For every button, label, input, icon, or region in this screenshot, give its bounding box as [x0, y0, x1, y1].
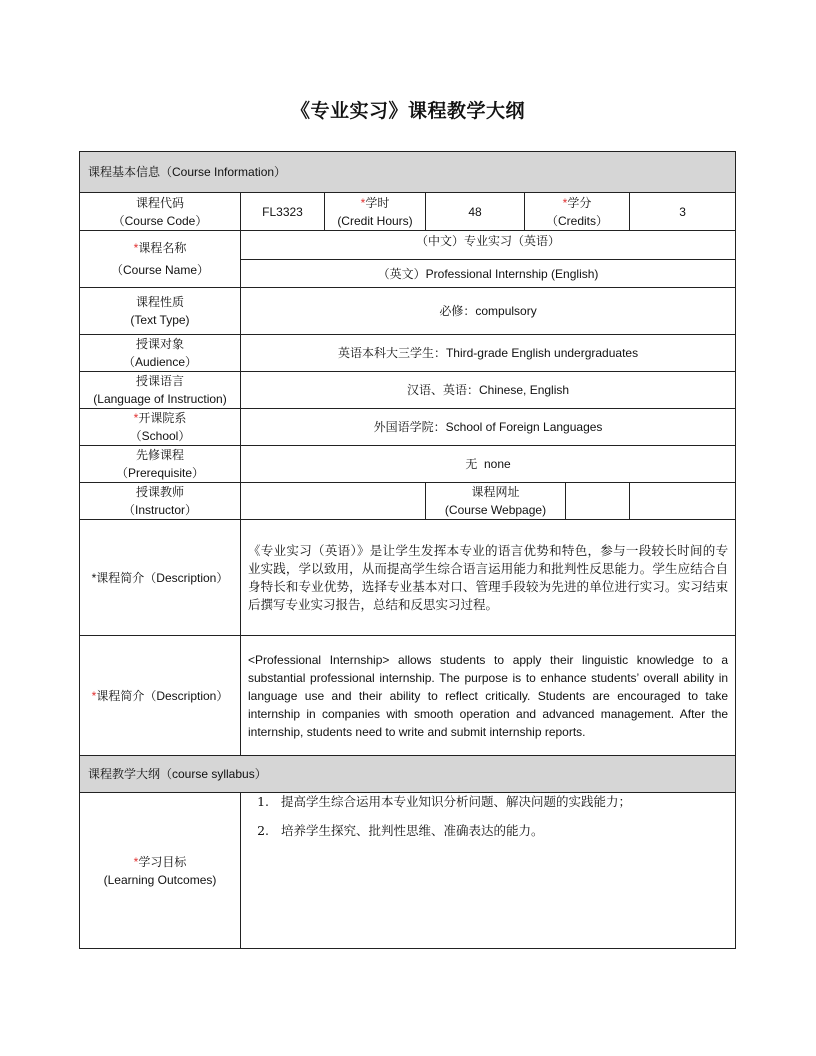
page-title: 《专业实习》课程教学大纲 — [290, 100, 525, 122]
instructor-label — [80, 483, 241, 520]
language-label-zh: 授课语言 — [135, 374, 184, 388]
list-item: 2. 培养学生探究、批判性思维、准确表达的能力。 — [273, 822, 727, 840]
required-star: * — [360, 195, 366, 210]
course-type-row — [80, 288, 736, 335]
audience-label-en: （Audience） — [122, 355, 198, 369]
credits-label — [525, 193, 630, 231]
course-name-label-en: （Course Name） — [110, 263, 210, 277]
description-en-label-text: 课程简介（Description） — [96, 688, 229, 703]
audience-value: 英语本科大三学生：Third-grade English undergraduates — [241, 335, 736, 372]
course-type-label — [80, 288, 241, 335]
course-type-value: 必修：compulsory — [241, 288, 736, 335]
language-value: 汉语、英语：Chinese, English — [241, 372, 736, 409]
credits-value: 3 — [630, 193, 736, 231]
credit-hours-label-en: (Credit Hours) — [337, 213, 413, 228]
learning-outcomes-label — [80, 793, 241, 949]
learning-outcomes-row — [80, 793, 736, 949]
webpage-value — [566, 483, 630, 520]
required-star: * — [133, 411, 139, 425]
prerequisite-label-zh: 先修课程 — [135, 448, 184, 462]
course-name-label-zh: 课程名称 — [138, 241, 187, 255]
syllabus-table — [79, 151, 736, 949]
description-zh-row — [80, 520, 736, 636]
course-code-label — [80, 193, 241, 231]
instructor-value — [241, 483, 426, 520]
language-row — [80, 372, 736, 409]
course-name-zh-value: （中文）专业实习（英语） — [241, 231, 736, 260]
learning-outcomes-label-zh: 学习目标 — [138, 854, 187, 869]
description-en-row — [80, 636, 736, 756]
course-code-row — [80, 193, 736, 231]
credits-label-en: （Credits） — [545, 213, 608, 228]
required-star: * — [133, 854, 139, 869]
language-label — [80, 372, 241, 409]
description-en-label — [80, 636, 241, 756]
webpage-label — [426, 483, 566, 520]
syllabus-header-row — [80, 756, 736, 793]
school-row — [80, 409, 736, 446]
audience-row — [80, 335, 736, 372]
language-label-en: (Language of Instruction) — [93, 392, 227, 406]
school-label-en: （School） — [129, 429, 191, 443]
learning-outcomes-list-cell — [241, 793, 736, 949]
description-en-text: <Professional Internship> allows students to apply their linguistic knowledge to a substantial professional internship. The purpose is to enhance students’ overall ability in language use and their ability to reflect critically. Students are encouraged to take internship in companies with smooth operation and advanced management. After the internship, students need to write and submit internship reports. — [241, 636, 736, 756]
prerequisite-row — [80, 446, 736, 483]
school-value: 外国语学院：School of Foreign Languages — [241, 409, 736, 446]
course-code-label-zh: 课程代码 — [135, 195, 184, 210]
course-name-en-value: （英文）Professional Internship (English) — [241, 260, 736, 288]
description-zh-label: *课程简介（Description） — [80, 520, 241, 636]
school-label-zh: 开课院系 — [138, 411, 187, 425]
prerequisite-label — [80, 446, 241, 483]
empty-cell — [630, 483, 736, 520]
instructor-label-en: （Instructor） — [122, 503, 198, 517]
credits-label-zh: 学分 — [567, 195, 592, 210]
course-name-row — [80, 231, 736, 260]
course-info-header-row — [80, 152, 736, 193]
description-zh-text: 《专业实习（英语）》是让学生发挥本专业的语言优势和特色，参与一段较长时间的专业实践，学以致用，从而提高学生综合语言运用能力和批判性反思能力。学生应结合自身特长和专业优势，选择专业基本对口、管理手段较为先进的单位进行实习。实习结束后撰写专业实习报告，总结和反思实习过程。 — [241, 520, 736, 636]
prerequisite-value: 无 none — [241, 446, 736, 483]
course-name-label — [80, 231, 241, 288]
credit-hours-value: 48 — [426, 193, 525, 231]
credit-hours-label-zh: 学时 — [365, 195, 390, 210]
learning-outcomes-label-en: (Learning Outcomes) — [103, 872, 217, 887]
audience-label-zh: 授课对象 — [135, 337, 184, 351]
webpage-label-en: (Course Webpage) — [444, 503, 547, 517]
course-code-value: FL3323 — [241, 193, 325, 231]
school-label — [80, 409, 241, 446]
webpage-label-zh: 课程网址 — [471, 485, 520, 499]
course-code-label-en: （Course Code） — [112, 213, 208, 228]
course-type-label-en: (Text Type) — [130, 313, 190, 327]
instructor-row — [80, 483, 736, 520]
learning-outcomes-list — [249, 793, 727, 840]
course-type-label-zh: 课程性质 — [135, 295, 184, 309]
prerequisite-label-en: （Prerequisite） — [115, 466, 205, 480]
required-star: * — [91, 688, 97, 703]
list-item: 1. 提高学生综合运用本专业知识分析问题、解决问题的实践能力； — [273, 793, 727, 811]
required-star: * — [133, 241, 139, 255]
course-info-section-label: 课程基本信息（Course Information） — [80, 152, 736, 193]
syllabus-section-label: 课程教学大纲（course syllabus） — [80, 756, 736, 793]
instructor-label-zh: 授课教师 — [135, 485, 184, 499]
required-star: * — [562, 195, 568, 210]
audience-label — [80, 335, 241, 372]
credit-hours-label — [325, 193, 426, 231]
